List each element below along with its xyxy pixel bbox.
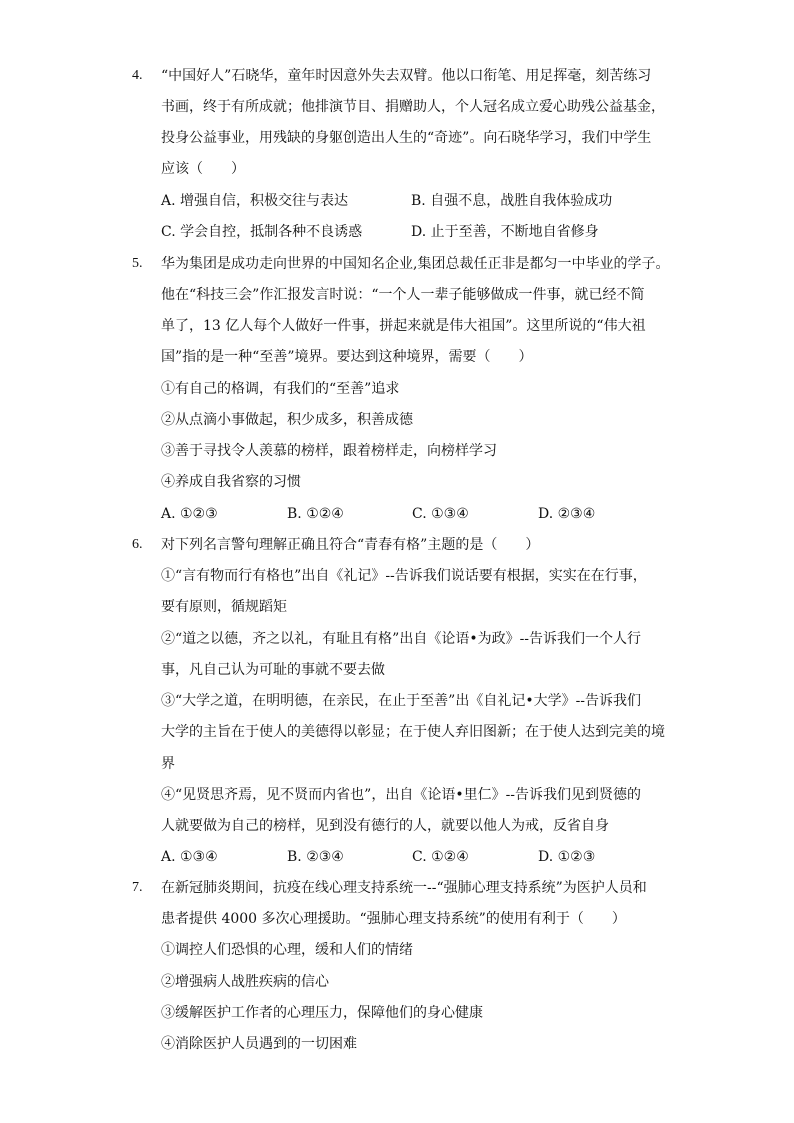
statement-4: ④“见贤思齐焉，见不贤而内省也”，出自《论语•里仁》--告诉我们见到贤德的 (161, 787, 642, 803)
question-number: 4. (132, 68, 143, 83)
question-number: 5. (132, 256, 143, 271)
option-d: D. ①②③ (538, 849, 596, 865)
question-text-line: 他在“科技三会”作汇报发言时说：“一个人一辈子能够做成一件事，就已经不简 (161, 287, 645, 303)
option-d: D. 止于至善，不断地自省修身 (411, 224, 599, 240)
question-text-line: 应该（ ） (161, 161, 245, 177)
question-text-line: 投身公益事业，用残缺的身躯创造出人生的“奇迹”。向石晓华学习，我们中学生 (161, 130, 652, 146)
option-a: A. ①②③ (161, 506, 218, 522)
question-text-line: 华为集团是成功走向世界的中国知名企业,集团总裁任正非是都匀一中毕业的学子。 (161, 256, 670, 272)
statement-3-cont: 大学的主旨在于使人的美德得以彰显；在于使人弃旧图新；在于使人达到完美的境 (161, 724, 665, 740)
statement-4: ④消除医护人员遇到的一切困难 (161, 1036, 357, 1052)
question-text-line: 在新冠肺炎期间，抗疫在线心理支持系统一--“强肺心理支持系统”为医护人员和 (161, 880, 647, 896)
statement-4: ④养成自我省察的习惯 (161, 474, 301, 490)
option-a: A. 增强自信，积极交往与表达 (161, 193, 349, 209)
option-b: B. ①②④ (287, 506, 344, 522)
question-number: 7. (132, 880, 143, 895)
option-b: B. ②③④ (287, 849, 344, 865)
option-d: D. ②③④ (538, 506, 596, 522)
question-text-line: “中国好人”石晓华，童年时因意外失去双臂。他以口衔笔、用足挥毫，刻苦练习 (161, 68, 652, 84)
question-text-line: 单了，13 亿人每个人做好一件事，拼起来就是伟大祖国”。这里所说的“伟大祖 (161, 318, 646, 334)
statement-3: ③缓解医护工作者的心理压力，保障他们的身心健康 (161, 1005, 483, 1021)
statement-1: ①“言有物而行有格也”出自《礼记》--告诉我们说话要有根据，实实在在行事， (161, 568, 647, 584)
statement-1-cont: 要有原则，循规蹈矩 (161, 599, 287, 615)
question-text-line: 患者提供 4000 多次心理援助。“强肺心理支持系统”的使用有利于（ ） (161, 911, 626, 927)
statement-1: ①调控人们恐惧的心理，缓和人们的情绪 (161, 942, 413, 958)
statement-3: ③善于寻找令人羡慕的榜样，跟着榜样走，向榜样学习 (161, 443, 497, 459)
question-text-line: 书画，终于有所成就；他排演节目、捐赠助人，个人冠名成立爱心助残公益基金， (161, 99, 665, 115)
statement-1: ①有自己的格调，有我们的“至善”追求 (161, 381, 400, 397)
option-c: C. 学会自控，抵制各种不良诱惑 (161, 224, 363, 240)
statement-3: ③“大学之道，在明明德，在亲民，在止于至善”出《自礼记•大学》--告诉我们 (161, 693, 642, 709)
option-c: C. ①③④ (412, 506, 469, 522)
statement-3-cont: 界 (161, 756, 175, 772)
statement-2: ②从点滴小事做起，积少成多，积善成德 (161, 412, 413, 428)
question-text-line: 国”指的是一种“至善”境界。要达到这种境界，需要（ ） (161, 349, 533, 365)
option-a: A. ①③④ (161, 849, 218, 865)
question-number: 6. (132, 537, 143, 552)
question-text-line: 对下列名言警句理解正确且符合“青春有格”主题的是（ ） (161, 537, 540, 553)
statement-2-cont: 事，凡自己认为可耻的事就不要去做 (161, 662, 385, 678)
statement-2: ②“道之以德，齐之以礼，有耻且有格”出自《论语•为政》--告诉我们一个人行 (161, 631, 642, 647)
statement-4-cont: 人就要做为自己的榜样，见到没有德行的人，就要以他人为戒，反省自身 (161, 818, 609, 834)
option-b: B. 自强不息，战胜自我体验成功 (411, 193, 613, 209)
option-c: C. ①②④ (412, 849, 469, 865)
statement-2: ②增强病人战胜疾病的信心 (161, 974, 329, 990)
